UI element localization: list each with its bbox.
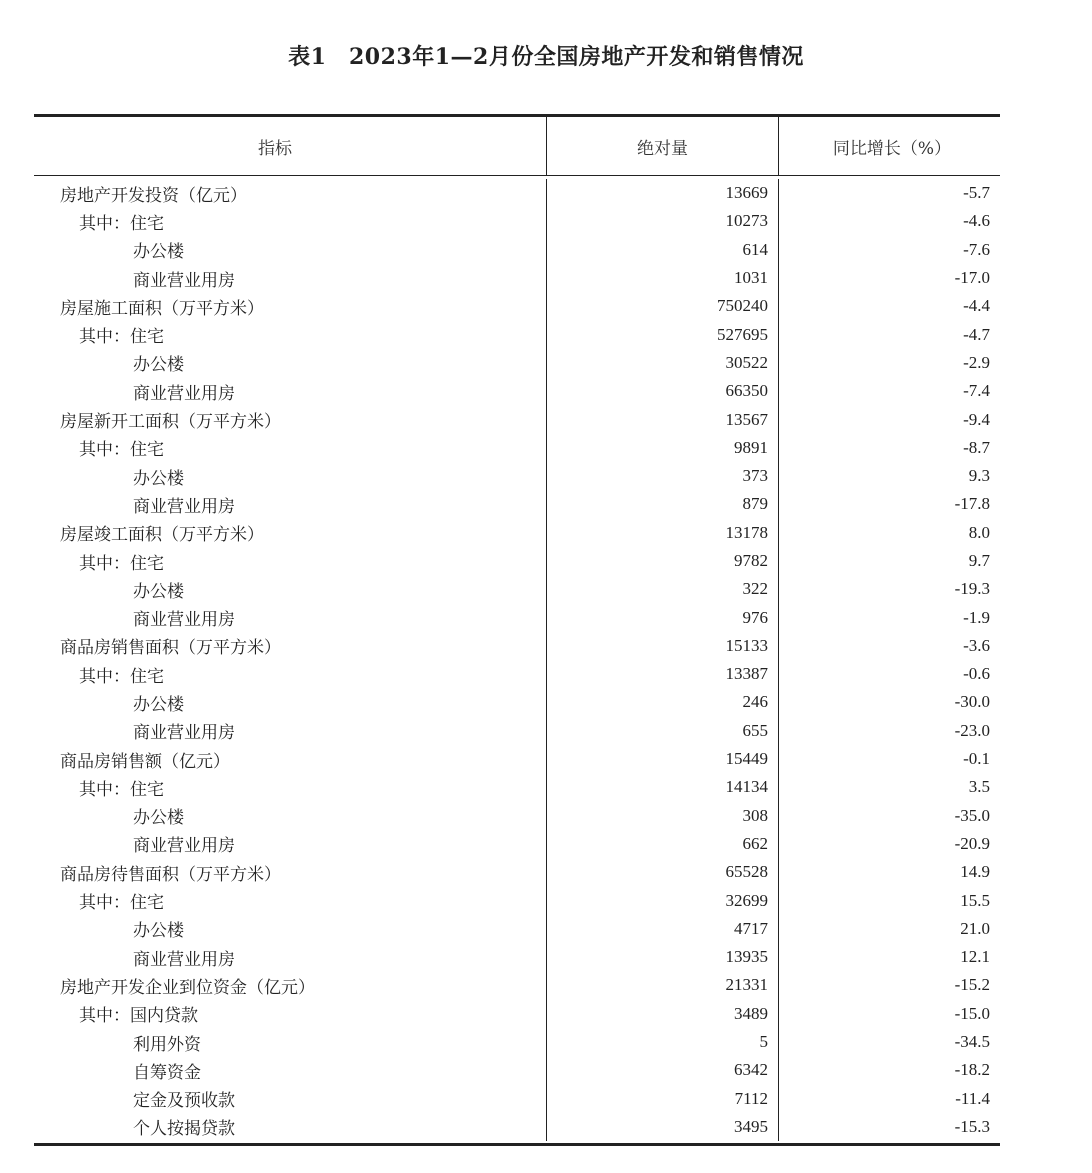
row-absolute-value: 322	[547, 575, 779, 603]
row-absolute-value: 246	[547, 688, 779, 716]
row-absolute-value: 13178	[547, 519, 779, 547]
row-absolute-value: 13567	[547, 405, 779, 433]
row-label: 房地产开发投资（亿元）	[34, 179, 547, 207]
row-growth-value: -18.2	[954, 1060, 990, 1080]
row-label: 商品房待售面积（万平方米）	[34, 858, 547, 886]
column-header-growth: 同比增长（%）	[832, 138, 952, 159]
row-label: 房地产开发企业到位资金（亿元）	[34, 971, 547, 999]
table-row	[34, 830, 1000, 858]
table-row	[34, 349, 1000, 377]
table-row	[34, 858, 1000, 886]
row-absolute-value: 6342	[547, 1056, 779, 1084]
row-growth-value: -4.6	[963, 211, 990, 231]
row-absolute-value: 14134	[547, 773, 779, 801]
row-growth-value: -7.4	[963, 381, 990, 401]
row-absolute-value: 614	[547, 236, 779, 264]
table-row	[34, 264, 1000, 292]
row-label: 办公楼	[34, 349, 547, 377]
row-label: 利用外资	[34, 1028, 547, 1056]
table-row	[34, 688, 1000, 716]
table-row	[34, 179, 1000, 207]
table-row	[34, 236, 1000, 264]
row-label: 其中：住宅	[34, 434, 547, 462]
row-absolute-value: 9891	[547, 434, 779, 462]
row-growth-value: -20.9	[954, 833, 990, 853]
row-growth-value: 8.0	[968, 522, 990, 542]
table-row	[34, 405, 1000, 433]
row-absolute-value: 66350	[547, 377, 779, 405]
row-growth-value: -4.4	[963, 296, 990, 316]
row-absolute-value: 655	[547, 717, 779, 745]
column-header-absolute: 绝对量	[547, 117, 779, 175]
row-label: 其中：国内贷款	[34, 1000, 547, 1028]
row-growth-value: -19.3	[954, 579, 990, 599]
table-row	[34, 1113, 1000, 1141]
table-row	[34, 915, 1000, 943]
row-growth-value: 9.3	[968, 466, 990, 486]
table-title: 表1 2023年1—2月份全国房地产开发和销售情况	[288, 44, 804, 70]
row-label: 商业营业用房	[34, 603, 547, 631]
row-absolute-value: 308	[547, 802, 779, 830]
table-row	[34, 490, 1000, 518]
row-label: 商业营业用房	[34, 377, 547, 405]
table-row	[34, 660, 1000, 688]
row-label: 办公楼	[34, 802, 547, 830]
row-label: 商业营业用房	[34, 943, 547, 971]
table-row	[34, 207, 1000, 235]
table-row	[34, 717, 1000, 745]
table-row	[34, 292, 1000, 320]
row-absolute-value: 15449	[547, 745, 779, 773]
row-growth-value: -15.2	[954, 975, 990, 995]
table-row	[34, 320, 1000, 348]
table-row	[34, 519, 1000, 547]
row-growth-value: -15.0	[954, 1003, 990, 1023]
row-absolute-value: 5	[547, 1028, 779, 1056]
row-growth-value: -17.8	[954, 494, 990, 514]
table-row	[34, 547, 1000, 575]
row-label: 房屋新开工面积（万平方米）	[34, 405, 547, 433]
row-absolute-value: 9782	[547, 547, 779, 575]
row-label: 商业营业用房	[34, 830, 547, 858]
column-header-indicator: 指标	[34, 117, 547, 175]
row-growth-value: -9.4	[963, 409, 990, 429]
table-row	[34, 603, 1000, 631]
row-growth-value: 9.7	[968, 551, 990, 570]
row-growth-value: 3.5	[968, 777, 990, 797]
table-row	[34, 434, 1000, 462]
row-absolute-value: 750240	[547, 292, 779, 320]
row-absolute-value: 15133	[547, 632, 779, 660]
row-absolute-value: 4717	[547, 915, 779, 943]
row-growth-value: 14.9	[960, 862, 990, 882]
row-growth-value: -35.0	[954, 805, 990, 825]
row-label: 办公楼	[34, 236, 547, 264]
statistics-table	[34, 114, 1000, 1146]
row-label: 办公楼	[34, 688, 547, 716]
row-growth-value: -4.7	[963, 324, 990, 344]
table-row	[34, 1028, 1000, 1056]
row-growth-value: 15.5	[960, 890, 990, 910]
row-growth-value: -0.1	[963, 749, 990, 769]
row-absolute-value: 7112	[547, 1085, 779, 1113]
table-row	[34, 632, 1000, 660]
table-row	[34, 886, 1000, 914]
table-row	[34, 943, 1000, 971]
table-row	[34, 462, 1000, 490]
table-row	[34, 1000, 1000, 1028]
row-growth-value: -2.9	[963, 352, 990, 372]
row-label: 房屋竣工面积（万平方米）	[34, 519, 547, 547]
row-growth-value: -23.0	[954, 720, 990, 740]
row-absolute-value: 30522	[547, 349, 779, 377]
row-label: 其中：住宅	[34, 773, 547, 801]
table-row	[34, 971, 1000, 999]
row-growth-value: -1.9	[963, 607, 990, 627]
row-growth-value: -30.0	[954, 692, 990, 712]
row-absolute-value: 3489	[547, 1000, 779, 1028]
row-absolute-value: 662	[547, 830, 779, 858]
table-row	[34, 1056, 1000, 1084]
row-growth-value: -17.0	[954, 268, 990, 288]
row-absolute-value: 976	[547, 603, 779, 631]
row-label: 个人按揭贷款	[34, 1113, 547, 1141]
table-row	[34, 745, 1000, 773]
row-growth-value: -0.6	[963, 664, 990, 684]
row-growth-value: -34.5	[954, 1032, 990, 1052]
table-row	[34, 802, 1000, 830]
row-growth-value: -15.3	[954, 1116, 990, 1136]
row-label: 商品房销售面积（万平方米）	[34, 632, 547, 660]
row-label: 其中：住宅	[34, 207, 547, 235]
row-label: 办公楼	[34, 915, 547, 943]
table-row	[34, 1085, 1000, 1113]
row-absolute-value: 21331	[547, 971, 779, 999]
table-row	[34, 773, 1000, 801]
row-growth-value: -5.7	[963, 183, 990, 203]
row-absolute-value: 65528	[547, 858, 779, 886]
row-absolute-value: 373	[547, 462, 779, 490]
row-absolute-value: 13669	[547, 179, 779, 207]
row-growth-value: 12.1	[960, 947, 990, 967]
row-absolute-value: 32699	[547, 886, 779, 914]
row-absolute-value: 13935	[547, 943, 779, 971]
table-body	[34, 176, 1000, 1143]
row-absolute-value: 10273	[547, 207, 779, 235]
row-label: 商品房销售额（亿元）	[34, 745, 547, 773]
row-label: 商业营业用房	[34, 490, 547, 518]
row-label: 其中：住宅	[34, 547, 547, 575]
row-absolute-value: 3495	[547, 1113, 779, 1141]
row-growth-value: -7.6	[963, 239, 990, 259]
table-header	[34, 117, 1000, 176]
table-row	[34, 377, 1000, 405]
row-absolute-value: 1031	[547, 264, 779, 292]
row-label: 其中：住宅	[34, 886, 547, 914]
row-absolute-value: 879	[547, 490, 779, 518]
row-growth-value: 21.0	[960, 918, 990, 938]
row-label: 办公楼	[34, 462, 547, 490]
row-label: 其中：住宅	[34, 320, 547, 348]
row-label: 商业营业用房	[34, 717, 547, 745]
row-label: 其中：住宅	[34, 660, 547, 688]
row-growth-value: -3.6	[963, 635, 990, 655]
row-label: 自筹资金	[34, 1056, 547, 1084]
row-growth-value: -8.7	[963, 437, 990, 457]
row-label: 办公楼	[34, 575, 547, 603]
row-absolute-value: 527695	[547, 320, 779, 348]
table-row	[34, 575, 1000, 603]
row-label: 房屋施工面积（万平方米）	[34, 292, 547, 320]
row-growth-value: -11.4	[955, 1088, 990, 1108]
row-label: 定金及预收款	[34, 1085, 547, 1113]
row-absolute-value: 13387	[547, 660, 779, 688]
row-label: 商业营业用房	[34, 264, 547, 292]
